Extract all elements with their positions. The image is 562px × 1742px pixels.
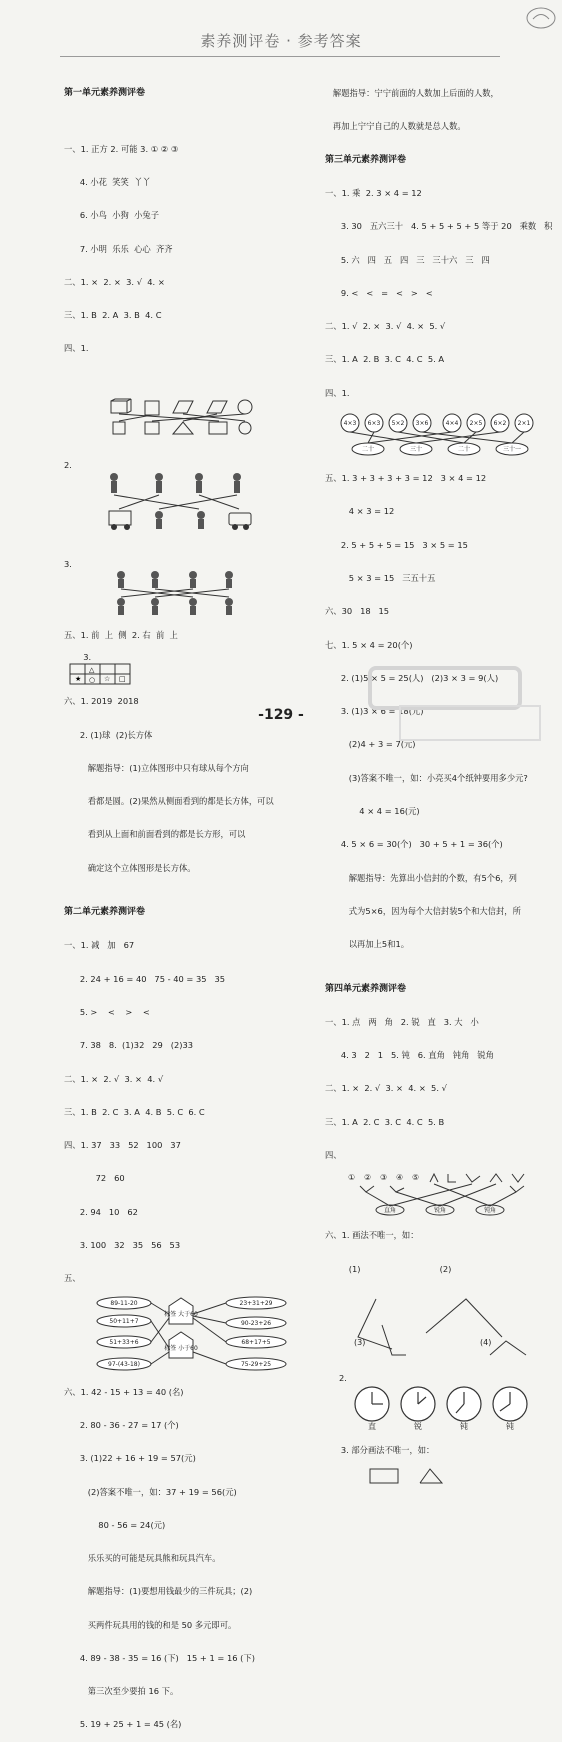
clock-caption: 钝: [506, 1422, 515, 1432]
partial-drawing-figure: [330, 1467, 555, 1487]
page-number: -129 -: [258, 707, 304, 723]
answer-line: 4. 小花 笑笑 丫丫: [64, 176, 151, 187]
u1-fig2-label: 2.: [64, 460, 72, 471]
u1-fig3-label: 3.: [64, 558, 72, 569]
corner-logo-icon: [525, 6, 557, 30]
answer-line: 4. 3 2 1 5. 钝 6. 直角 钝角 锐角: [325, 1050, 494, 1061]
answer-line: 7. 小明 乐乐 心心 齐齐: [64, 243, 173, 254]
unit2-title: 第二单元素养测评卷: [64, 907, 146, 918]
answer-line: 六、1. 画法不唯一，如：: [325, 1230, 419, 1241]
svg-text:☆: ☆: [104, 675, 111, 684]
mushroom-label: 75-29+25: [241, 1361, 272, 1369]
leaf-label: 二十: [458, 446, 471, 453]
answer-line: 解题指导：(1)要想用钱最少的三件玩具；(2): [64, 1586, 253, 1597]
leaf-label: 三十一: [503, 446, 522, 453]
answer-line: 再加上宁宁自己的人数就是总人数。: [325, 121, 466, 132]
apple-label: 2×1: [517, 420, 531, 427]
answer-line: 六、1. 2019 2018: [64, 696, 139, 707]
answer-line: 以再加上5和1。: [325, 939, 410, 950]
angle-label: 钝角: [484, 1207, 497, 1215]
top-view-grid-figure: [69, 663, 139, 685]
kids-view-figure: [69, 471, 319, 533]
mushroom-label: 68+17+5: [241, 1339, 271, 1347]
circled-number: ④: [396, 1173, 404, 1183]
answer-line: 一、1. 减 加 67: [64, 940, 135, 951]
answer-line: 80 - 56 = 24(元): [64, 1519, 166, 1530]
circled-number: ⑤: [412, 1173, 420, 1183]
answer-line: 3. 100 32 35 56 53: [64, 1239, 181, 1250]
circled-number: ①: [348, 1173, 356, 1183]
header-divider: [60, 56, 500, 57]
answer-line: 2. (1)5 × 5 = 25(人) (2)3 × 3 = 9(人): [325, 672, 499, 683]
answer-line: 第三次至少要拍 16 下。: [64, 1686, 179, 1697]
apple-label: 5×2: [391, 420, 405, 427]
children-views-figure: [69, 570, 319, 616]
apple-label: 2×5: [469, 420, 483, 427]
house-label: 标签 大于60: [164, 1311, 199, 1319]
answer-line: 2. (1)球 (2)长方体: [64, 729, 153, 740]
answer-line: 六、1. 42 - 15 + 13 = 40 (名): [64, 1386, 184, 1397]
watermark-logo-icon: [370, 666, 550, 746]
answer-line: 4. 5 × 6 = 30(个) 30 + 5 + 1 = 36(个): [325, 839, 503, 850]
mushroom-label: 90-23+26: [241, 1320, 272, 1328]
solids-matching-figure: [69, 399, 319, 435]
answer-line: 乐乐买的可能是玩具熊和玩具汽车。: [64, 1553, 221, 1564]
u1-fig5-label: 3.: [83, 652, 92, 663]
leaf-label: 二十: [362, 446, 375, 453]
unit1-answers: [64, 121, 314, 376]
answer-line: 式为5×6，因为每个大信封装5个和大信封，所: [325, 905, 521, 916]
house-label: 标签 小于60: [164, 1345, 199, 1353]
answer-line: (3)答案不唯一，如：小亮买4个纸钟要用多少元?: [325, 772, 528, 783]
right-column: [325, 66, 553, 1490]
answer-line: 看都是圆。(2)果然从侧面看到的都是长方体，可以: [64, 796, 274, 807]
answer-line: (1) (2): [325, 1263, 452, 1274]
clock-caption: 锐: [414, 1422, 423, 1432]
figure-label: (3): [354, 1337, 366, 1347]
answer-line: 三、1. B 2. C 3. A 4. B 5. C 6. C: [64, 1106, 205, 1117]
answer-line: 解题指导：先算出小信封的个数，有5个6，列: [325, 872, 517, 883]
answer-line: 9. < < = < > <: [325, 287, 433, 298]
svg-text:★: ★: [75, 675, 82, 684]
page-header-title: 素养测评卷 · 参考答案: [200, 32, 362, 50]
answer-line: 4. 89 - 38 - 35 = 16 (下) 15 + 1 = 16 (下): [64, 1652, 255, 1663]
answer-line: 5. 19 + 25 + 1 = 45 (名): [64, 1719, 182, 1730]
answer-line: 二、1. × 2. √ 3. × 4. √: [64, 1073, 164, 1084]
answer-line: 二、1. × 2. √ 3. × 4. × 5. √: [325, 1083, 447, 1094]
unit4-title: 第四单元素养测评卷: [325, 983, 407, 994]
answer-line: 72 60: [64, 1173, 125, 1184]
mushroom-label: 50+11+7: [109, 1318, 139, 1326]
apple-matching-figure: [330, 411, 555, 459]
apple-label: 4×4: [445, 420, 459, 427]
mushroom-matching-figure: [69, 1296, 319, 1372]
answer-line: (2)答案不唯一，如：37 + 19 = 56(元): [64, 1486, 237, 1497]
answer-line: 3. (1)3 × 6 = 18(元): [325, 706, 424, 717]
angle-label: 直角: [384, 1207, 397, 1215]
answer-line: 2. 94 10 62: [64, 1206, 138, 1217]
clock-caption: 钝: [460, 1422, 469, 1432]
answer-line: 五、1. 前 上 侧 2. 右 前 上: [64, 629, 178, 640]
left-column: [64, 66, 314, 1742]
figure-label: (4): [480, 1337, 492, 1347]
answer-line: (2)4 + 3 = 7(元): [325, 739, 416, 750]
answer-line: 3. 部分画法不唯一，如：: [325, 1444, 435, 1455]
circled-number: ②: [364, 1173, 372, 1183]
answer-line: 五、1. 3 + 3 + 3 + 3 = 12 3 × 4 = 12: [325, 473, 487, 484]
leaf-label: 三十: [410, 446, 423, 453]
apple-label: 6×2: [493, 420, 507, 427]
answer-line: 二、1. × 2. × 3. √ 4. ×: [64, 276, 165, 287]
answer-line: 一、1. 正方 2. 可能 3. ① ② ③: [64, 143, 179, 154]
answer-line: 2. 5 + 5 + 5 = 15 3 × 5 = 15: [325, 539, 468, 550]
apple-label: 3×6: [415, 420, 429, 427]
answer-line: 4 × 4 = 16(元): [325, 806, 420, 816]
answer-line: 5. 六 四 五 四 三 三十六 三 四: [325, 254, 490, 265]
answer-line: 二、1. √ 2. × 3. √ 4. × 5. √: [325, 321, 446, 332]
mushroom-label: 23+31+29: [239, 1300, 273, 1308]
answer-line: 三、1. B 2. A 3. B 4. C: [64, 310, 162, 321]
answer-line: 3. (1)22 + 16 + 19 = 57(元): [64, 1453, 196, 1464]
mushroom-label: 97-(43-18): [108, 1361, 141, 1369]
answer-line: 五、: [64, 1273, 81, 1284]
answer-line: 四、1.: [325, 387, 350, 398]
answer-line: 5 × 3 = 15 三五十五: [325, 573, 436, 584]
answer-line: 7. 38 8. (1)32 29 (2)33: [64, 1040, 194, 1051]
unit3-title: 第三单元素养测评卷: [325, 154, 407, 165]
answer-line: 三、1. A 2. B 3. C 4. C 5. A: [325, 354, 445, 365]
mushroom-label: 89-11-20: [110, 1300, 138, 1308]
answer-line: 解题指导：(1)立体图形中只有球从每个方向: [64, 762, 249, 773]
answer-line: 四、1.: [64, 343, 89, 354]
answer-line: 一、1. 乘 2. 3 × 4 = 12: [325, 188, 422, 199]
angle-drawings-figure: [330, 1297, 555, 1359]
answer-line: 5. > < > <: [64, 1006, 150, 1017]
answer-line: 看到从上面和前面看到的都是长方形，可以: [64, 829, 246, 840]
answer-line: 2. 80 - 36 - 27 = 17 (个): [64, 1419, 179, 1430]
mushroom-label: 51+33+6: [109, 1339, 139, 1347]
angle-label: 锐角: [434, 1207, 447, 1215]
clock-caption: 直: [368, 1422, 377, 1432]
clocks-figure: [330, 1384, 555, 1430]
answer-line: 三、1. A 2. C 3. C 4. C 5. B: [325, 1116, 445, 1127]
answer-line: 解题指导：宁宁前面的人数加上后面的人数，: [325, 88, 499, 99]
answer-line: 七、1. 5 × 4 = 20(个): [325, 639, 413, 650]
unit1-title: 第一单元素养测评卷: [64, 88, 146, 99]
answer-line: 四、: [325, 1149, 342, 1160]
u4-clock-label: 2.: [339, 1373, 347, 1384]
apple-label: 6×3: [367, 420, 381, 427]
answer-line: 6. 小鸟 小狗 小兔子: [64, 210, 160, 221]
answer-line: 六、30 18 15: [325, 606, 390, 617]
circled-number: ③: [380, 1173, 388, 1183]
answer-line: 买两件玩具用的钱的和是 50 多元即可。: [64, 1619, 237, 1630]
answer-line: 一、1. 点 两 角 2. 锐 直 3. 大 小: [325, 1016, 479, 1027]
apple-label: 4×3: [343, 420, 357, 427]
answer-line: 四、1. 37 33 52 100 37: [64, 1140, 181, 1151]
svg-text:△: △: [89, 666, 95, 675]
angle-matching-figure: [330, 1172, 555, 1216]
svg-text:□: □: [119, 675, 126, 684]
answer-line: 3. 30 五六三十 4. 5 + 5 + 5 + 5 等于 20 乘数 积: [325, 221, 553, 232]
answer-line: 确定这个立体图形是长方体。: [64, 862, 196, 873]
svg-text:○: ○: [89, 676, 96, 685]
answer-line: 2. 24 + 16 = 40 75 - 40 = 35 35: [64, 973, 226, 984]
answer-line: 4 × 3 = 12: [325, 506, 395, 517]
